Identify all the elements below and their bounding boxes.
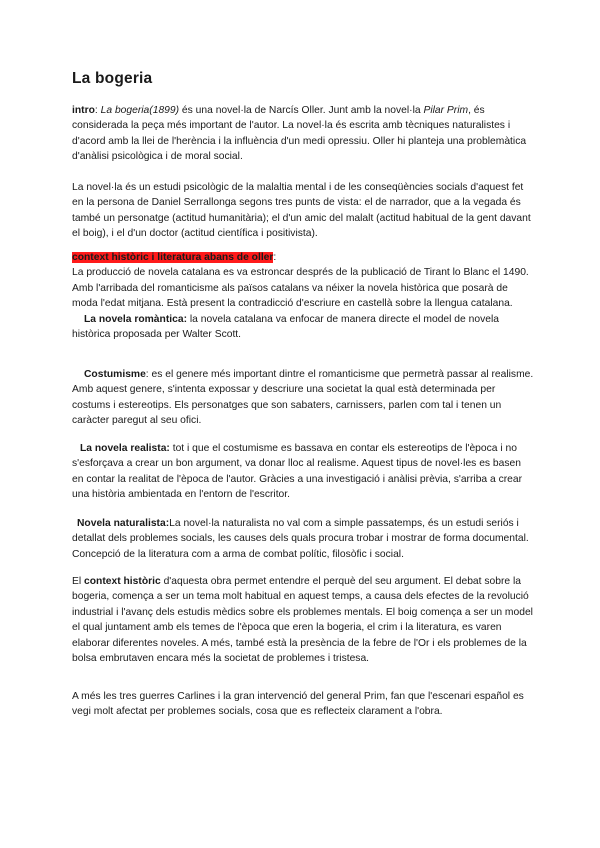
naturalist-text: La novel·la naturalista no val com a simple passatemps, és un estudi seriós i detallat dels problemes socials, les causes dels quals procura trobar i mostrar de forma documental. Concepció de la literatura com a arma de combat polític, filosòfic i social.	[72, 518, 529, 560]
costumisme-text: : es el genere més important dintre el romanticisme que permetrà passar al realisme. Amb aquest genere, s'intenta expossar y descriure una societat la qual està determinada per costums i estereotips. Els personatges que son sabaters, carnissers, parlen com tal i tenen un caràcter paregut al seu ofici.	[72, 369, 534, 427]
intro-work-2: Pilar Prim	[423, 105, 469, 116]
naturalist-paragraph	[72, 516, 534, 562]
naturalist-lead: Novela naturalista:	[77, 518, 170, 529]
intro-work-title: La bogeria(1899)	[100, 105, 180, 116]
intro-paragraph	[72, 103, 534, 165]
study-paragraph	[72, 180, 534, 242]
study-text: La novel·la és un estudi psicològic de la malaltia mental i de les conseqüències socials d'aquest fet en la persona de Daniel Serrallonga segons tres punts de vista: el de narrador, que a la vegada és també un personatge (actitud humanitària); el d'un amic del malalt (actitud habitual de la gent davant el boig), i el d'un doctor (actitud científica i positivista).	[72, 182, 531, 240]
intro-label: intro	[72, 105, 95, 116]
context-section	[72, 250, 534, 342]
historical-pre: El	[72, 576, 85, 587]
production-text: La producció de novela catalana es va estroncar després de la publicació de Tirant lo Blanc el 1490. Amb l'arribada del romanticisme als països catalans va néixer la novela històrica que posarà de moda l'edat mitjana. Està present la contradicció d'escriure en castellà sobre la llengua catalana.	[72, 267, 529, 310]
realist-paragraph	[72, 441, 534, 503]
romantic-lead: La novela romàntica:	[84, 313, 187, 325]
page-title: La bogeria	[72, 70, 153, 87]
wars-paragraph	[72, 689, 534, 720]
wars-text: A més les tres guerres Carlines i la gran intervenció del general Prim, fan que l'escenari español es vegi molt afectat per problemes socials, cosa que es reflecteix clarament a l'obra.	[72, 691, 524, 718]
context-heading-colon: :	[273, 252, 277, 263]
realist-lead: La novela realista:	[80, 443, 170, 454]
historical-lead: context històric	[84, 576, 161, 587]
intro-sep: :	[94, 105, 101, 116]
historical-paragraph	[72, 574, 534, 666]
romantic-text: la novela catalana va enfocar de manera directe el model de novela històrica proposada per Walter Scott.	[72, 313, 499, 341]
historical-text: d'aquesta obra permet entendre el perquè del seu argument. El debat sobre la bogeria, comença a ser un tema molt habitual en aquest temps, a causa dels efectes de la revolució industrial i l'avanç dels estudis mèdics sobre els problemes mentals. El boig comença a ser un model el qual juntament amb els temes de l'època que eren la bogeria, el crim i la literatura, es varen elaborar diferentes noveles. A més, també està la presència de la febre de l'Or i els problemes de la bolsa embrutaven encara més la societat de problemes i tristesa.	[72, 576, 533, 665]
realist-text: tot i que el costumisme es bassava en contar els estereotips de l'època i no s'esforçava a crear un bon argument, va donar lloc al realisme. Aquest tipus de novel·les es basen en contar la realitat de l'època de l'autor. Gràcies a una investigació i anàlisi prèvia, s'arriba a crear una història ambientada en l'entorn de l'escritor.	[72, 443, 523, 501]
intro-text-2: , és considerada la peça més important de l'autor. La novel·la és escrita amb tècniques naturalistes i d'acord amb la llei de l'herència i la influència d'un medi opressiu. Oller hi planteja una problemàtica d'anàlisi psicològica i de moral social.	[72, 105, 527, 163]
costumisme-paragraph	[72, 367, 534, 429]
intro-text-1: és una novel·la de Narcís Oller. Junt amb la novel·la	[179, 105, 424, 116]
context-heading: context històric i literatura abans de oller	[72, 252, 274, 263]
costumisme-lead: Costumisme	[84, 369, 146, 380]
